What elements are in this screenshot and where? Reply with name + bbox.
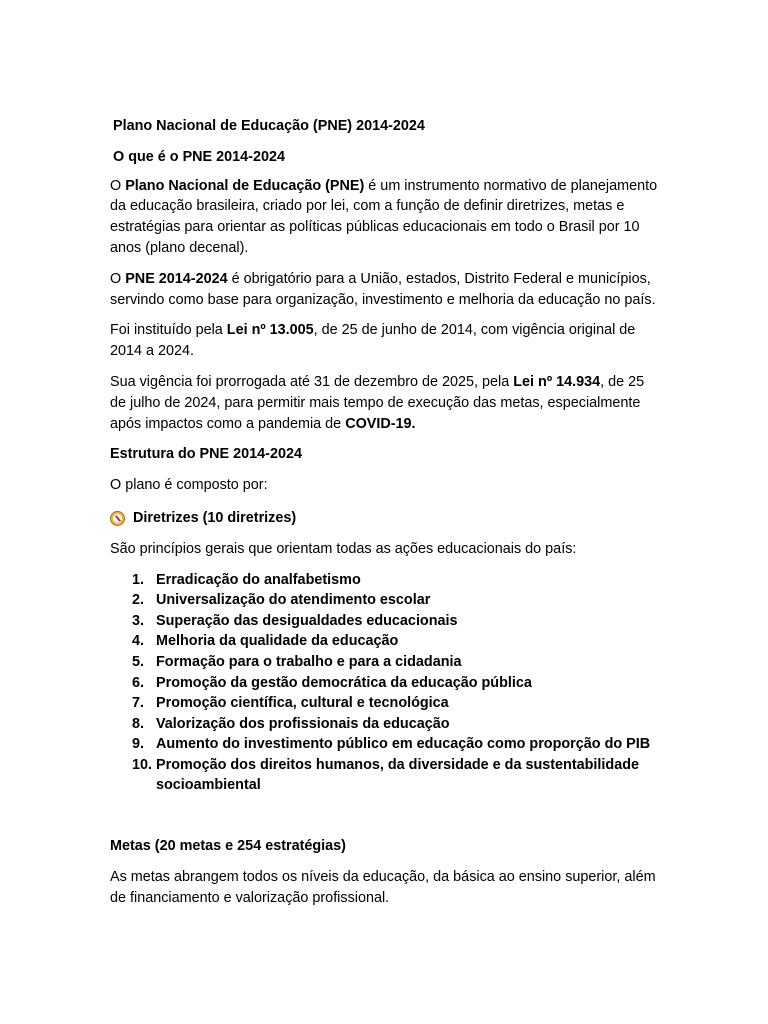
list-item xyxy=(110,734,660,755)
bold-term: COVID-19. xyxy=(345,415,416,432)
intro-paragraph-1: O Plano Nacional de Educação (PNE) é um instrumento normativo de planejamento da educação brasileira, criado por lei, com a função de definir diretrizes, metas e estratégias para orientar as políticas públicas educacionais em todo o Brasil por 10 anos (plano decenal). xyxy=(110,177,658,256)
list-item xyxy=(110,631,660,652)
diretrizes-list xyxy=(110,570,660,797)
list-item-number: 4. xyxy=(132,633,145,650)
bold-term: Lei nº 13.005 xyxy=(226,322,314,339)
list-item-number: 2. xyxy=(132,592,145,609)
diretrizes-heading xyxy=(110,508,660,529)
list-item-text: Erradicação do analfabetismo xyxy=(156,571,361,588)
list-item xyxy=(110,755,660,796)
list-item-text: Promoção dos direitos humanos, da diversidade e da sustentabilidade socioambiental xyxy=(156,756,640,794)
document-page xyxy=(110,116,660,908)
list-item-number: 10. xyxy=(132,756,153,773)
list-item-text: Aumento do investimento público em educação como proporção do PIB xyxy=(156,736,651,753)
list-item-text: Universalização do atendimento escolar xyxy=(156,592,431,609)
list-item-number: 6. xyxy=(132,674,145,691)
intro-paragraph-3: Foi instituído pela Lei nº 13.005, de 25 de junho de 2014, com vigência original de 2014 a 2024. xyxy=(110,322,636,360)
list-item-text: Melhoria da qualidade da educação xyxy=(156,633,399,650)
diretrizes-heading-text: Diretrizes (10 diretrizes) xyxy=(133,509,297,526)
document-title: Plano Nacional de Educação (PNE) 2014-2024 xyxy=(113,118,425,134)
list-item xyxy=(110,693,660,714)
estrutura-intro: O plano é composto por: xyxy=(110,477,268,494)
list-item xyxy=(110,714,660,735)
bold-term: Lei nº 14.934 xyxy=(513,373,601,390)
list-item xyxy=(110,570,660,591)
diretrizes-intro: São princípios gerais que orientam todas as ações educacionais do país: xyxy=(110,540,577,557)
list-item-number: 8. xyxy=(132,715,145,732)
metas-paragraph: As metas abrangem todos os níveis da educação, da básica ao ensino superior, além de financiamento e valorização profissional. xyxy=(110,868,656,906)
intro-paragraph-4: Sua vigência foi prorrogada até 31 de dezembro de 2025, pela Lei nº 14.934, de 25 de julho de 2024, para permitir mais tempo de execução das metas, especialmente após impactos como a pandemia de COVID-19. xyxy=(110,373,645,432)
list-item-text: Formação para o trabalho e para a cidadania xyxy=(156,653,462,670)
list-item-number: 9. xyxy=(132,736,145,753)
metas-heading: Metas (20 metas e 254 estratégias) xyxy=(110,838,346,855)
compass-icon xyxy=(110,511,125,526)
list-item-text: Promoção da gestão democrática da educação pública xyxy=(156,674,532,691)
list-item-number: 1. xyxy=(132,571,145,588)
bold-term: PNE 2014-2024 xyxy=(125,270,228,287)
list-item xyxy=(110,590,660,611)
list-item xyxy=(110,652,660,673)
list-item xyxy=(110,673,660,694)
list-item-number: 7. xyxy=(132,695,145,712)
list-item-text: Superação das desigualdades educacionais xyxy=(156,612,458,629)
section-subtitle: O que é o PNE 2014-2024 xyxy=(113,148,285,165)
list-item-number: 3. xyxy=(132,612,145,629)
list-item-text: Promoção científica, cultural e tecnológica xyxy=(156,695,449,712)
estrutura-heading: Estrutura do PNE 2014-2024 xyxy=(110,446,302,463)
list-item-number: 5. xyxy=(132,653,145,670)
intro-paragraph-2: O PNE 2014-2024 é obrigatório para a União, estados, Distrito Federal e municípios, servindo como base para organização, investimento e melhoria da educação no país. xyxy=(110,270,656,308)
list-item xyxy=(110,611,660,632)
bold-term: Plano Nacional de Educação (PNE) xyxy=(125,177,365,194)
list-item-text: Valorização dos profissionais da educação xyxy=(156,715,450,732)
